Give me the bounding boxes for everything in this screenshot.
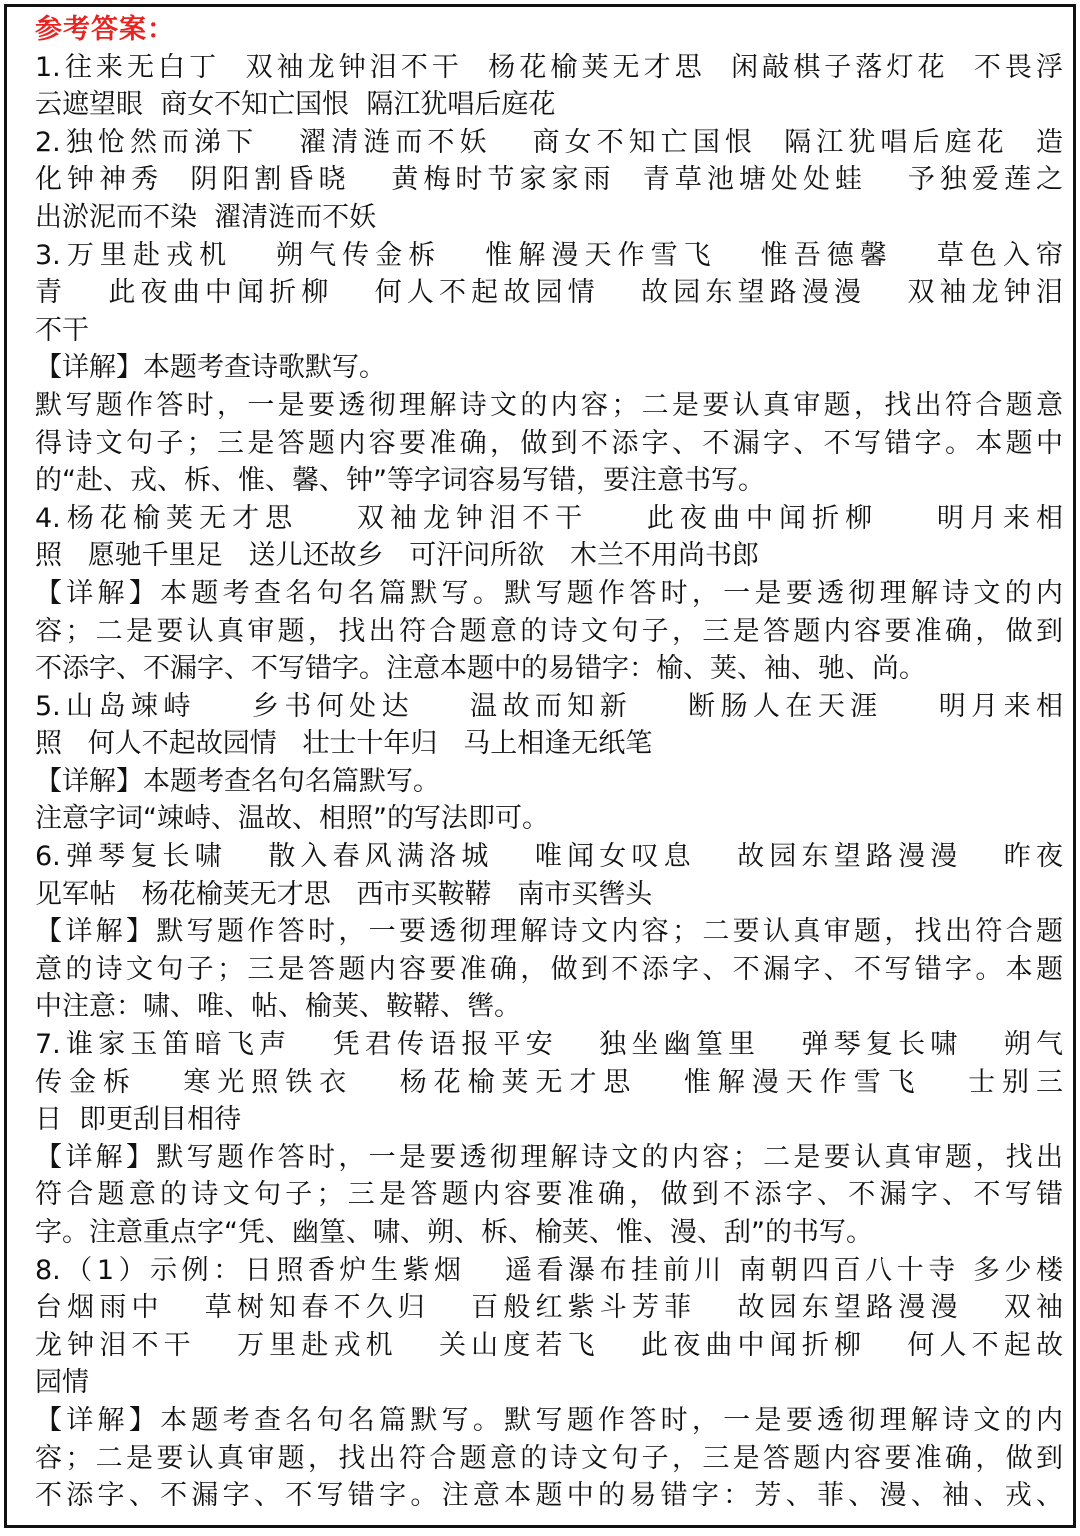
text-line: 3.万里赴戎机 朔气传金柝 惟解漫天作雪飞 惟吾德馨 草色入帘 <box>35 239 1063 271</box>
text-line: 照 何人不起故园情 壮士十年归 马上相逢无纸笔 <box>35 728 653 760</box>
text-line: 意的诗文句子；三是答题内容要准确，做到不添字、不漏字、不写错字。本题 <box>35 953 1063 985</box>
text-line: 【详解】本题考查名句名篇默写。默写题作答时，一是要透彻理解诗文的内 <box>35 1404 1063 1436</box>
text-line: 容；二是要认真审题，找出符合题意的诗文句子，三是答题内容要准确，做到 <box>35 1442 1063 1474</box>
text-line: 1.往来无白丁 双袖龙钟泪不干 杨花榆荚无才思 闲敲棋子落灯花 不畏浮 <box>35 51 1063 83</box>
page-title: 参考答案： <box>35 14 175 45</box>
answer-body <box>35 49 1063 1515</box>
text-line: 不添字、不漏字、不写错字。注意本题中的易错字：榆、荚、袖、驰、尚。 <box>35 653 926 685</box>
text-line: 【详解】默写题作答时，一要透彻理解诗文内容；二要认真审题，找出符合题 <box>35 916 1063 948</box>
text-line: 台烟雨中 草树知春不久归 百般红紫斗芳菲 故园东望路漫漫 双袖 <box>35 1292 1063 1324</box>
text-line: 得诗文句子；三是答题内容要准确，做到不添字、不漏字、不写错字。本题中 <box>35 427 1063 459</box>
text-line: 见军帖 杨花榆荚无才思 西市买鞍鞯 南市买辔头 <box>35 878 653 910</box>
text-line: 容；二是要认真审题，找出符合题意的诗文句子，三是答题内容要准确，做到 <box>35 615 1063 647</box>
text-line: 龙钟泪不干 万里赴戎机 关山度若飞 此夜曲中闻折柳 何人不起故 <box>35 1329 1063 1361</box>
text-line: 【详解】默写题作答时，一是要透彻理解诗文的内容；二是要认真审题，找出 <box>35 1141 1063 1173</box>
text-line: 5.山岛竦峙 乡书何处达 温故而知新 断肠人在天涯 明月来相 <box>35 690 1063 722</box>
text-line: 不添字、不漏字、不写错字。注意本题中的易错字：芳、菲、漫、袖、戎、 <box>35 1480 1063 1512</box>
text-line: 照 愿驰千里足 送儿还故乡 可汗问所欲 木兰不用尚书郎 <box>35 540 759 572</box>
text-line: 2.独怆然而涕下 濯清涟而不妖 商女不知亡国恨 隔江犹唱后庭花 造 <box>35 126 1063 158</box>
answer-page <box>4 4 1076 1528</box>
text-line: 注意字词“竦峙、温故、相照”的写法即可。 <box>35 803 549 835</box>
text-line: 出淤泥而不染 濯清涟而不妖 <box>35 201 377 233</box>
text-line: 【详解】本题考查名句名篇默写。默写题作答时，一是要透彻理解诗文的内 <box>35 577 1063 609</box>
text-line: 传金柝 寒光照铁衣 杨花榆荚无才思 惟解漫天作雪飞 士别三 <box>35 1066 1063 1098</box>
text-line: 日 即更刮目相待 <box>35 1104 242 1136</box>
text-line: 默写题作答时，一是要透彻理解诗文的内容；二是要认真审题，找出符合题意 <box>35 389 1063 421</box>
text-line: 【详解】本题考查诗歌默写。 <box>35 352 386 384</box>
text-line: 【详解】本题考查名句名篇默写。 <box>35 765 440 797</box>
text-line: 青 此夜曲中闻折柳 何人不起故园情 故园东望路漫漫 双袖龙钟泪 <box>35 277 1063 309</box>
text-line: 不干 <box>35 314 89 346</box>
text-line: 化钟神秀 阴阳割昏晓 黄梅时节家家雨 青草池塘处处蛙 予独爱莲之 <box>35 164 1063 196</box>
text-line: 云遮望眼 商女不知亡国恨 隔江犹唱后庭花 <box>35 89 556 121</box>
text-line: 8.（1）示例：日照香炉生紫烟 遥看瀑布挂前川 南朝四百八十寺 多少楼 <box>35 1254 1063 1286</box>
text-line: 中注意：啸、唯、帖、榆荚、鞍鞯、辔。 <box>35 991 521 1023</box>
text-line: 的“赴、戎、柝、惟、馨、钟”等字词容易写错，要注意书写。 <box>35 465 765 497</box>
text-line: 7.谁家玉笛暗飞声 凭君传语报平安 独坐幽篁里 弹琴复长啸 朔气 <box>35 1029 1063 1061</box>
text-line: 6.弹琴复长啸 散入春风满洛城 唯闻女叹息 故园东望路漫漫 昨夜 <box>35 841 1063 873</box>
text-line: 符合题意的诗文句子；三是答题内容要准确，做到不添字、不漏字、不写错 <box>35 1179 1063 1211</box>
text-line: 4.杨花榆荚无才思 双袖龙钟泪不干 此夜曲中闻折柳 明月来相 <box>35 502 1063 534</box>
text-line: 园情 <box>35 1367 89 1399</box>
text-line: 字。注意重点字“凭、幽篁、啸、朔、柝、榆荚、惟、漫、刮”的书写。 <box>35 1217 873 1248</box>
